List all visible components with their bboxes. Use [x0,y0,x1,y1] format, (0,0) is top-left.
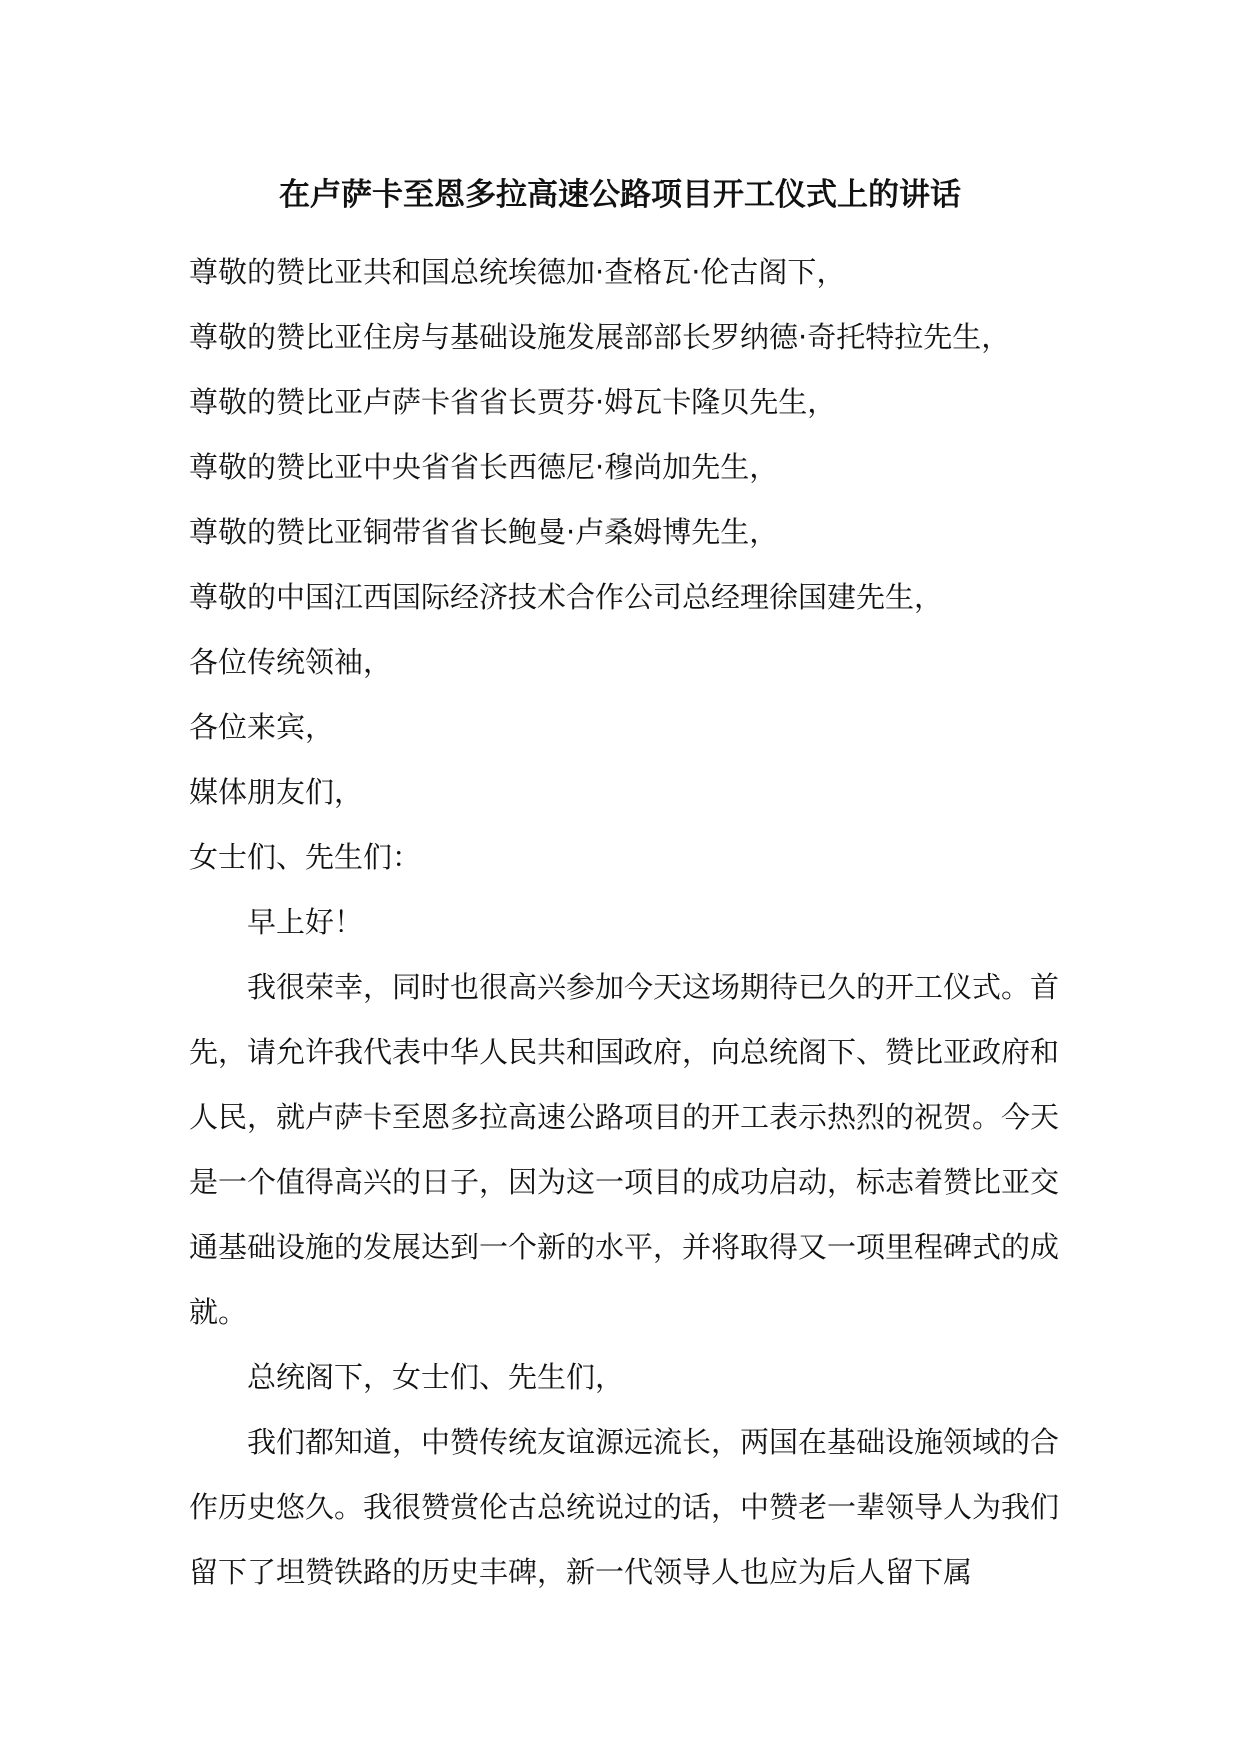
salutation-line: 媒体朋友们， [189,775,364,809]
salutation-line: 各位来宾， [189,710,335,744]
salutation-line: 各位传统领袖， [189,645,393,679]
salutation-line: 尊敬的中国江西国际经济技术合作公司总经理徐国建先生， [189,580,944,614]
salutation-line: 女士们、先生们： [189,840,422,874]
document-body [189,240,1059,1605]
salutation-line: 尊敬的赞比亚卢萨卡省省长贾芬·姆瓦卡隆贝先生， [189,385,837,419]
document-title: 在卢萨卡至恩多拉高速公路项目开工仪式上的讲话 [279,177,961,213]
salutation-line: 尊敬的赞比亚铜带省省长鲍曼·卢桑姆博先生， [189,515,779,549]
greeting: 早上好！ [247,905,364,939]
salutation-line: 尊敬的赞比亚中央省省长西德尼·穆尚加先生， [189,450,779,484]
paragraph-opening: 我很荣幸，同时也很高兴参加今天这场期待已久的开工仪式。首先，请允许我代表中华人民共和国政府，向总统阁下、赞比亚政府和人民，就卢萨卡至恩多拉高速公路项目的开工表示热烈的祝贺。今天是一个值得高兴的日子，因为这一项目的成功启动，标志着赞比亚交通基础设施的发展达到一个新的水平，并将取得又一项里程碑式的成就。 [189,970,1060,1329]
salutation-line: 尊敬的赞比亚住房与基础设施发展部部长罗纳德·奇托特拉先生， [189,320,1011,354]
paragraph-friendship: 我们都知道，中赞传统友谊源远流长，两国在基础设施领域的合作历史悠久。我很赞赏伦古总统说过的话，中赞老一辈领导人为我们留下了坦赞铁路的历史丰碑，新一代领导人也应为后人留下属 [189,1425,1060,1589]
address-line: 总统阁下，女士们、先生们， [247,1360,625,1394]
salutation-line: 尊敬的赞比亚共和国总统埃德加·查格瓦·伦古阁下， [189,255,846,289]
